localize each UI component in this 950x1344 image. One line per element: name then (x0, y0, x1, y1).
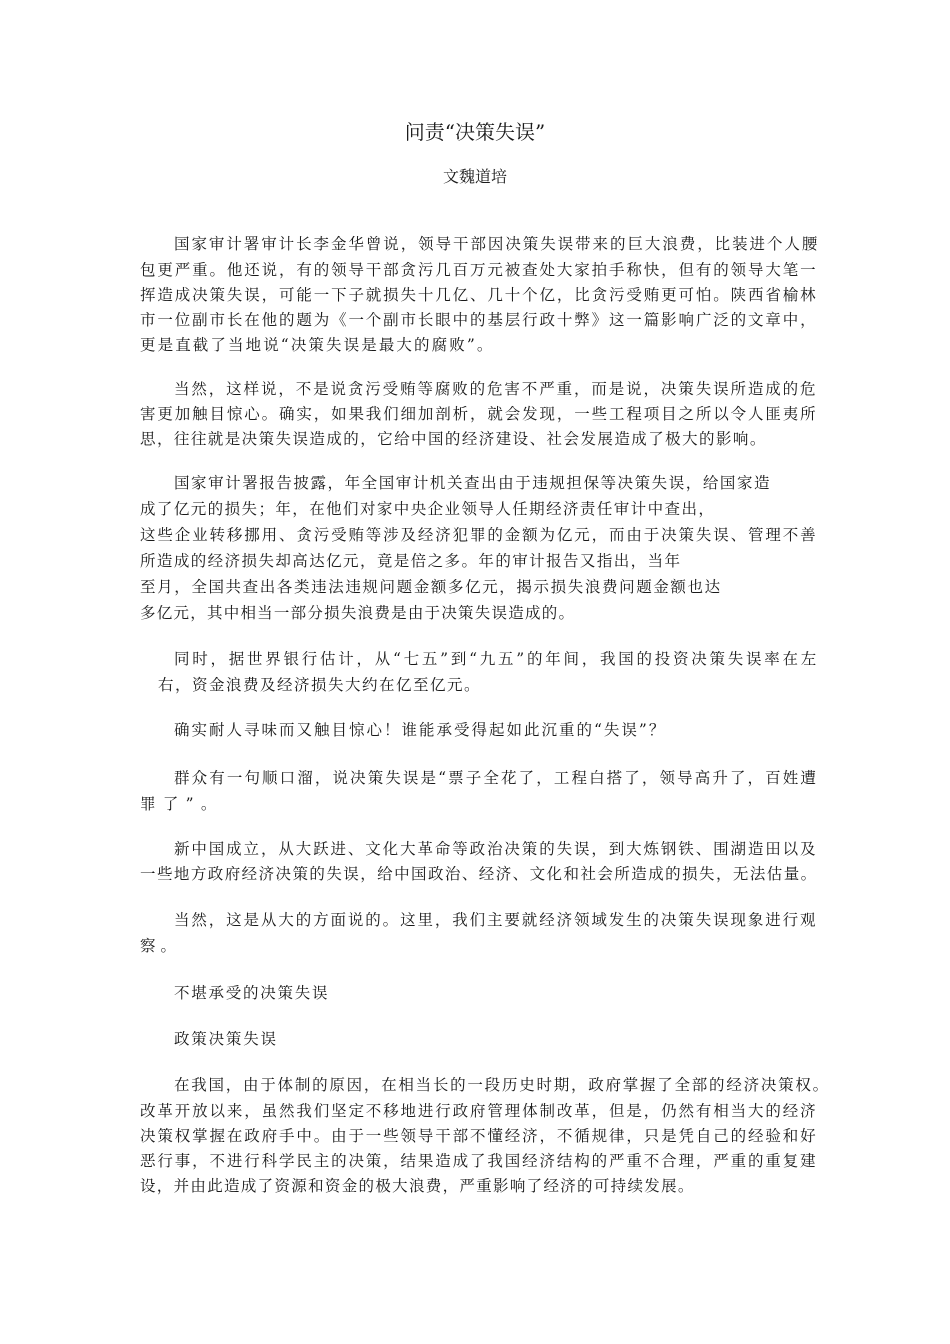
text-line: 设，并由此造成了资源和资金的极大浪费，严重影响了经济的可持续发展。 (140, 1177, 695, 1195)
text-line: 所造成的经济损失却高达亿元，竟是倍之多。年的审计报告又指出，当年 (140, 552, 682, 570)
section-heading: 不堪承受的决策失误 (174, 984, 330, 1002)
text-line: 罪了”。 (140, 795, 224, 813)
text-line: 新中国成立，从大跃进、文化大革命等政治决策的失误，到大炼钢铁、围湖造田以及 (174, 840, 818, 858)
text-line: 市一位副市长在他的题为《一个副市长眼中的基层行政十弊》这一篇影响广泛的文章中， (140, 311, 818, 329)
text-line: 当然，这样说，不是说贪污受贿等腐败的危害不严重，而是说，决策失误所造成的危 (174, 380, 818, 398)
text-line: 这些企业转移挪用、贪污受贿等涉及经济犯罪的金额为亿元，而由于决策失误、管理不善 (140, 526, 818, 544)
text-line: 包更严重。他还说，有的领导干部贪污几百万元被查处大家拍手称快，但有的领导大笔一 (140, 261, 818, 279)
text-line: 成了亿元的损失；年，在他们对家中央企业领导人任期经济责任审计中查出， (140, 500, 716, 518)
text-line: 决策权掌握在政府手中。由于一些领导干部不懂经济，不循规律，只是凭自己的经验和好 (140, 1127, 818, 1145)
text-line: 思，往往就是决策失误造成的，它给中国的经济建设、社会发展造成了极大的影响。 (140, 430, 767, 448)
text-line: 当然，这是从大的方面说的。这里，我们主要就经济领域发生的决策失误现象进行观 (174, 911, 818, 929)
subsection-heading: 政策决策失误 (174, 1030, 278, 1048)
text-line: 多亿元，其中相当一部分损失浪费是由于决策失误造成的。 (140, 604, 576, 622)
page-title: 问责“决策失误” (404, 120, 546, 144)
text-line: 国家审计署报告披露，年全国审计机关查出由于违规担保等决策失误，给国家造 (174, 474, 772, 492)
text-line: 改革开放以来，虽然我们坚定不移地进行政府管理体制改革，但是，仍然有相当大的经济 (140, 1102, 818, 1120)
text-line: 察。 (140, 937, 182, 955)
text-line: 一些地方政府经济决策的失误，给中国政治、经济、文化和社会所造成的损失，无法估量。 (140, 865, 818, 883)
text-line: 至月，全国共查出各类违法违规问题金额多亿元，揭示损失浪费问题金额也达 (140, 578, 722, 596)
text-line: 群众有一句顺口溜，说决策失误是“票子全花了，工程白搭了，领导高升了，百姓遭 (174, 769, 818, 787)
text-line: 同时，据世界银行估计，从“七五”到“九五”的年间，我国的投资决策失误率在左 (174, 650, 819, 668)
text-line: 在我国，由于体制的原因，在相当长的一段历史时期，政府掌握了全部的经济决策权。 (174, 1076, 830, 1094)
text-line: 挥造成决策失误，可能一下子就损失十几亿、几十个亿，比贪污受贿更可怕。陕西省榆林 (140, 286, 818, 304)
text-line: 更是直截了当地说“决策失误是最大的腐败”。 (140, 336, 495, 354)
text-line: 右，资金浪费及经济损失大约在亿至亿元。 (158, 676, 482, 694)
text-line: 确实耐人寻味而又触目惊心！谁能承受得起如此沉重的“失误”？ (174, 721, 667, 739)
text-line: 恶行事，不进行科学民主的决策，结果造成了我国经济结构的严重不合理，严重的重复建 (140, 1152, 818, 1170)
text-line: 害更加触目惊心。确实，如果我们细加剖析，就会发现，一些工程项目之所以令人匪夷所 (140, 405, 818, 423)
author-byline: 文魏道培 (442, 167, 507, 186)
text-line: 国家审计署审计长李金华曾说，领导干部因决策失误带来的巨大浪费，比装进个人腰 (174, 235, 820, 253)
